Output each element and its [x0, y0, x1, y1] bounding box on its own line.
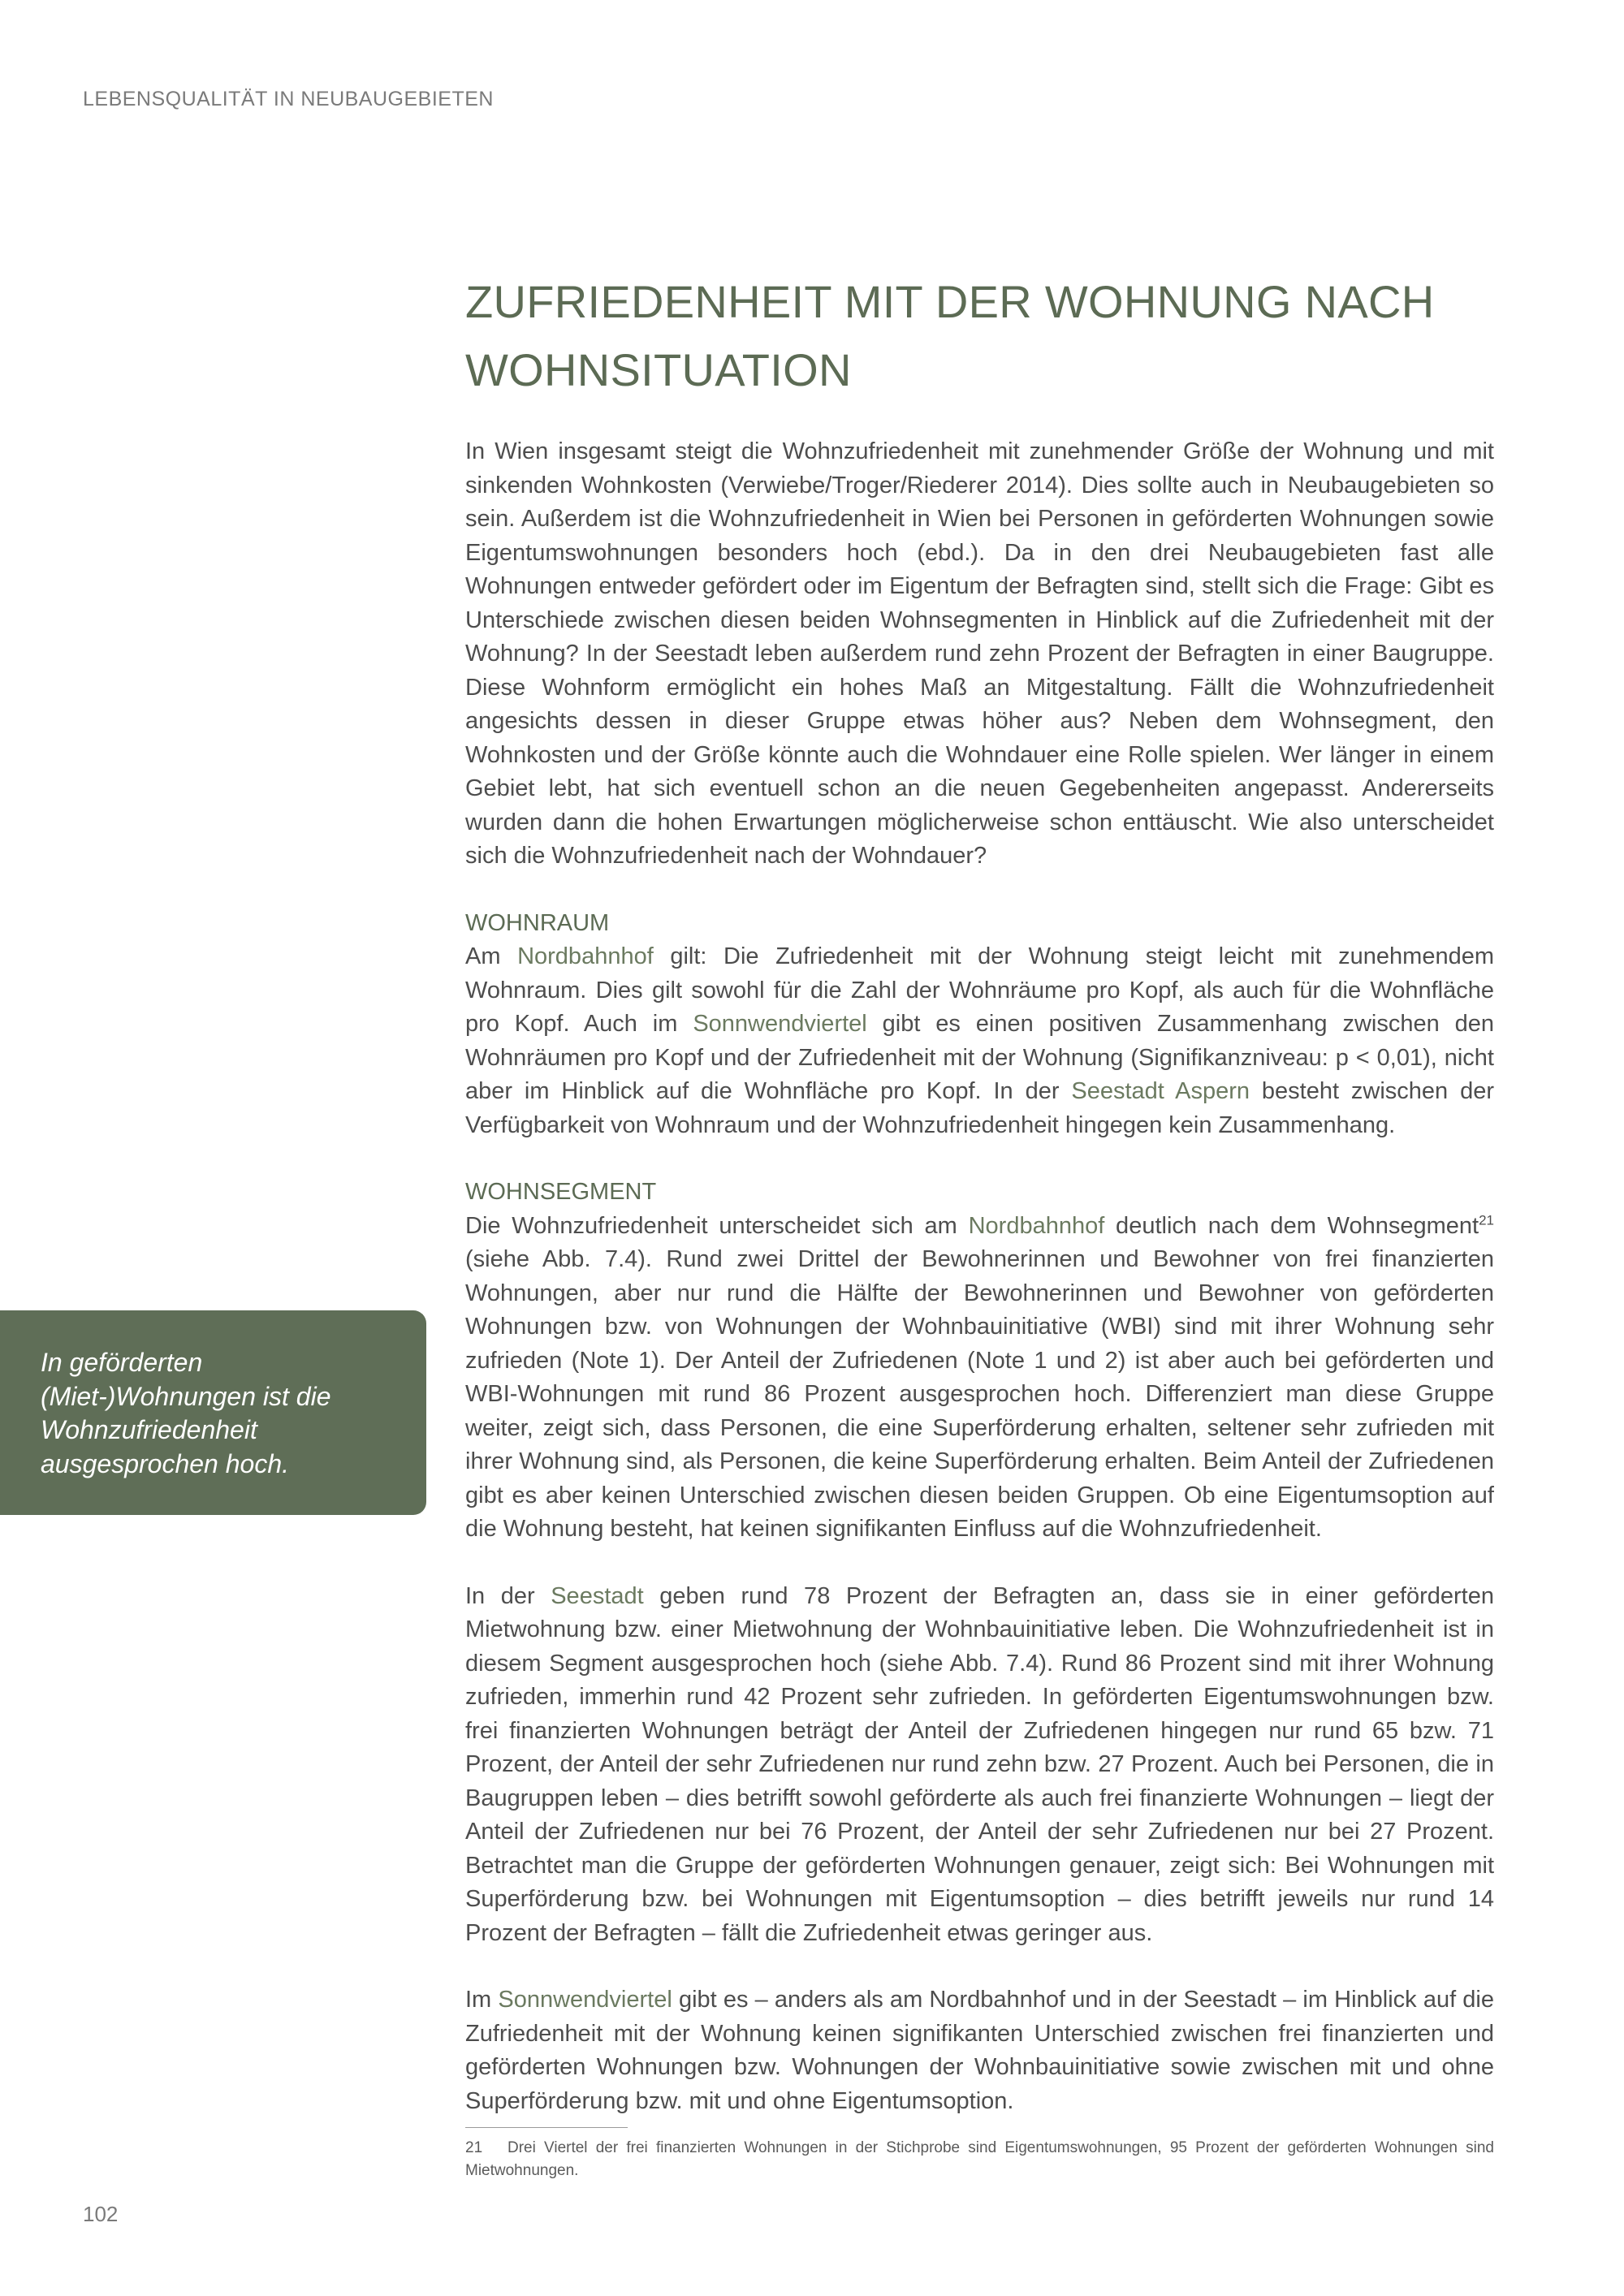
text-run: besteht zwischen der Verfügbarkeit von Wohnraum und der Wohnzufriedenheit hingegen kein Zusammenhang. — [465, 1078, 1494, 1138]
text-run: Am — [465, 943, 518, 969]
wohnraum-paragraph — [465, 940, 1494, 1142]
pull-quote-text: In geförderten (Miet-)Wohnungen ist die Wohnzufriedenheit ausgesprochen hoch. — [41, 1348, 331, 1478]
text-run: In der — [465, 1582, 551, 1609]
footnote-text: Drei Viertel der frei finanzierten Wohnungen in der Stichprobe sind Eigentumswohnungen, 95 Prozent der geförderten Wohnungen sind Mietwohnungen. — [465, 2139, 1494, 2179]
intro-paragraph: In Wien insgesamt steigt die Wohnzufriedenheit mit zunehmender Größe der Wohnung und mit sinkenden Wohnkosten (Verwiebe/Troger/Riederer 2014). Dies sollte auch in Neubaugebieten so sein. Außerdem ist die Wohnzufriedenheit in Wien bei Personen in geförderten Wohnungen sowie Eigentumswohnungen besonders hoch (ebd.). Da in den drei Neubaugebieten fast alle Wohnungen entweder gefördert oder im Eigentum der Befragten sind, stellt sich die Frage: Gibt es Unterschiede zwischen diesen beiden Wohnsegmenten in Hinblick auf die Zufriedenheit mit der Wohnung? In der Seestadt leben außerdem rund zehn Prozent der Befragten in einer Baugruppe. Diese Wohnform ermöglicht ein hohes Maß an Mitgestaltung. Fällt die Wohnzufriedenheit angesichts dessen in dieser Gruppe etwas höher aus? Neben dem Wohnsegment, den Wohnkosten und der Größe könnte auch die Wohndauer eine Rolle spielen. Wer länger in einem Gebiet lebt, hat sich eventuell schon an die neuen Gegebenheiten angepasst. Andererseits wurden dann die hohen Erwartungen möglicherweise schon enttäuscht. Wie also unterscheidet sich die Wohnzufriedenheit nach der Wohndauer? — [465, 438, 1494, 869]
footnote-number: 21 — [465, 2139, 483, 2156]
section-title — [465, 268, 1494, 404]
place-name-nordbahnhof: Nordbahnhof — [517, 943, 654, 969]
place-name-seestadt-aspern: Seestadt Aspern — [1071, 1078, 1250, 1104]
text-run: Die Wohnzufriedenheit unterscheidet sich am — [465, 1212, 969, 1239]
text-run: deutlich nach dem Wohnsegment — [1104, 1212, 1479, 1239]
wohnsegment-paragraph-3 — [465, 1983, 1494, 2118]
footnote — [465, 2137, 1494, 2182]
section-title-line-2: WOHNSITUATION — [465, 344, 852, 395]
place-name-seestadt: Seestadt — [551, 1582, 644, 1609]
text-run: gibt es einen positiven Zusammenhang zwischen den Wohnräumen pro Kopf und der Zufriedenheit mit der Wohnung (Signifikanzniveau: p < 0,01), nicht aber im Hinblick auf die Wohnfläche pro Kopf. In der — [465, 1011, 1494, 1104]
wohnsegment-heading: WOHNSEGMENT — [465, 1179, 657, 1205]
wohnsegment-paragraph-2 — [465, 1580, 1494, 1951]
text-run: gilt: Die Zufriedenheit mit der Wohnung steigt leicht mit zunehmendem Wohnraum. Dies gilt sowohl für die Zahl der Wohnräume pro Kopf, als auch für die Wohnfläche pro Kopf. Auch im — [465, 943, 1495, 1037]
wohnraum-heading: WOHNRAUM — [465, 909, 610, 936]
section-title-line-1: ZUFRIEDENHEIT MIT DER WOHNUNG NACH — [465, 276, 1435, 327]
pull-quote-box — [0, 1310, 426, 1515]
wohnsegment-paragraph-1 — [465, 1210, 1494, 1547]
place-name-nordbahnhof: Nordbahnhof — [968, 1212, 1105, 1239]
footnote-divider — [465, 2127, 628, 2128]
place-name-sonnwendviertel: Sonnwendviertel — [693, 1011, 867, 1037]
main-content — [465, 268, 1494, 2118]
text-run: (siehe Abb. 7.4). Rund zwei Drittel der Bewohnerinnen und Bewohner von frei finanzierten Wohnungen, aber nur rund die Hälfte der Bewohnerinnen und Bewohner von geförderten Wohnungen bzw. von Wohnungen der Wohnbauinitiative (WBI) sind mit ihrer Wohnung sehr zufrieden (Note 1). Der Anteil der Zufriedenen (Note 1 und 2) ist aber auch bei geförderten und WBI-Wohnungen mit rund 86 Prozent ausgesprochen hoch. Differenziert man diese Gruppe weiter, zeigt sich, dass Personen, die eine Superförderung erhalten, seltener sehr zufrieden mit ihrer Wohnung sind, als Personen, die keine Superförderung erhalten. Beim Anteil der Zufriedenen gibt es aber keinen Unterschied zwischen diesen beiden Gruppen. Ob eine Eigentumsoption auf die Wohnung besteht, hat keinen signifikanten Einfluss auf die Wohnzufriedenheit. — [465, 1246, 1494, 1542]
text-run: geben rund 78 Prozent der Befragten an, dass sie in einer geförderten Mietwohnung bzw. einer Mietwohnung der Wohnbauinitiative leben. Die Wohnzufriedenheit ist in diesem Segment ausgesprochen hoch (siehe Abb. 7.4). Rund 86 Prozent sind mit ihrer Wohnung zufrieden, immerhin rund 42 Prozent sehr zufrieden. In geförderten Eigentumswohnungen bzw. frei finanzierten Wohnungen beträgt der Anteil der Zufriedenen hingegen nur rund 65 bzw. 71 Prozent, der Anteil der sehr Zufriedenen nur rund zehn bzw. 27 Prozent. Auch bei Personen, die in Baugruppen leben – dies betrifft sowohl geförderte als auch frei finanzierte Wohnungen – liegt der Anteil der Zufriedenen nur bei 76 Prozent, der Anteil der sehr Zufriedenen nur bei 27 Prozent. Betrachtet man die Gruppe der geförderten Wohnungen genauer, zeigt sich: Bei Wohnungen mit Superförderung bzw. bei Wohnungen mit Eigentumsoption – dies betrifft jeweils nur rund 14 Prozent der Befragten – fällt die Zufriedenheit etwas geringer aus. — [465, 1582, 1494, 1946]
page-number: 102 — [83, 2202, 119, 2226]
text-run: Im — [465, 1987, 499, 2013]
footnote-reference: 21 — [1479, 1211, 1494, 1228]
place-name-sonnwendviertel: Sonnwendviertel — [498, 1987, 672, 2013]
text-run: gibt es – anders als am Nordbahnhof und in der Seestadt – im Hinblick auf die Zufriedenheit mit der Wohnung keinen signifikanten Unterschied zwischen frei finanzierten und geförderten Wohnungen bzw. Wohnungen der Wohnbauinitiative sowie zwischen mit und ohne Superförderung bzw. mit und ohne Eigentumsoption. — [465, 1987, 1494, 2114]
running-header: LEBENSQUALITÄT IN NEUBAUGEBIETEN — [83, 88, 494, 110]
